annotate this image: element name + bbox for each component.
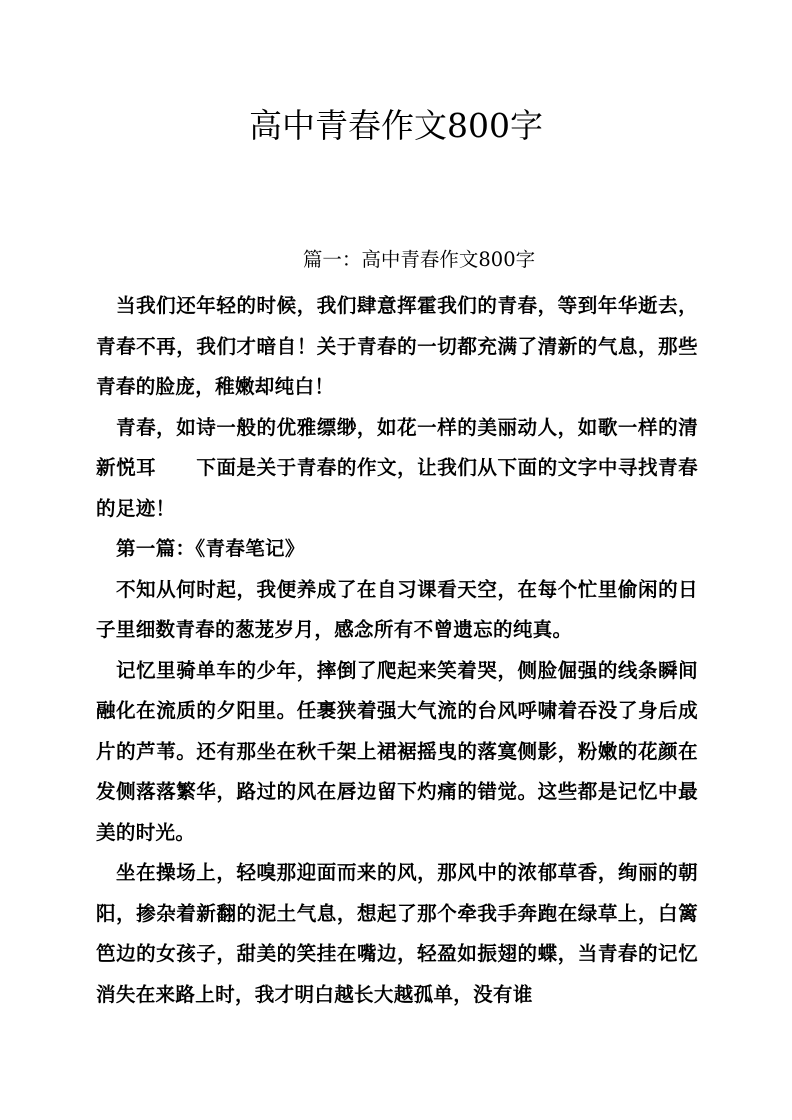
paragraph: 当我们还年轻的时候，我们肆意挥霍我们的青春，等到年华逝去，青春不再，我们才暗自！关于青春的一切都充满了清新的气息，那些青春的脸庞，稚嫩却纯白！ [96, 294, 698, 398]
paragraph: 坐在操场上，轻嗅那迎面而来的风，那风中的浓郁草香，绚丽的朝阳，掺杂着新翻的泥土气息，想起了那个牵我手奔跑在绿草上，白篱笆边的女孩子，甜美的笑挂在嘴边，轻盈如振翅的蝶，当青春的记忆消失在来路上时，我才明白越长大越孤单，没有谁 [96, 861, 698, 1006]
paragraph: 不知从何时起，我便养成了在自习课看天空，在每个忙里偷闲的日子里细数青春的葱茏岁月，感念所有不曾遗忘的纯真。 [96, 577, 698, 641]
document-title: 高中青春作文800字 [249, 106, 543, 145]
document-body [96, 286, 698, 1015]
sub-heading: 第一篇：《青春笔记》 [116, 537, 305, 560]
section-heading: 篇一：高中青春作文800字 [302, 248, 536, 271]
paragraph: 青春，如诗一般的优雅缥缈，如花一样的美丽动人，如歌一样的清新悦耳 下面是关于青春的作文，让我们从下面的文字中寻找青春的足迹！ [96, 415, 698, 520]
paragraph: 记忆里骑单车的少年，摔倒了爬起来笑着哭，侧脸倔强的线条瞬间融化在流质的夕阳里。任裹狭着强大气流的台风呼啸着吞没了身后成片的芦苇。还有那坐在秋千架上裙裾摇曳的落寞侧影，粉嫩的花颜在发侧落落繁华，路过的风在唇边留下灼痛的错觉。这些都是记忆中最美的时光。 [96, 658, 698, 844]
